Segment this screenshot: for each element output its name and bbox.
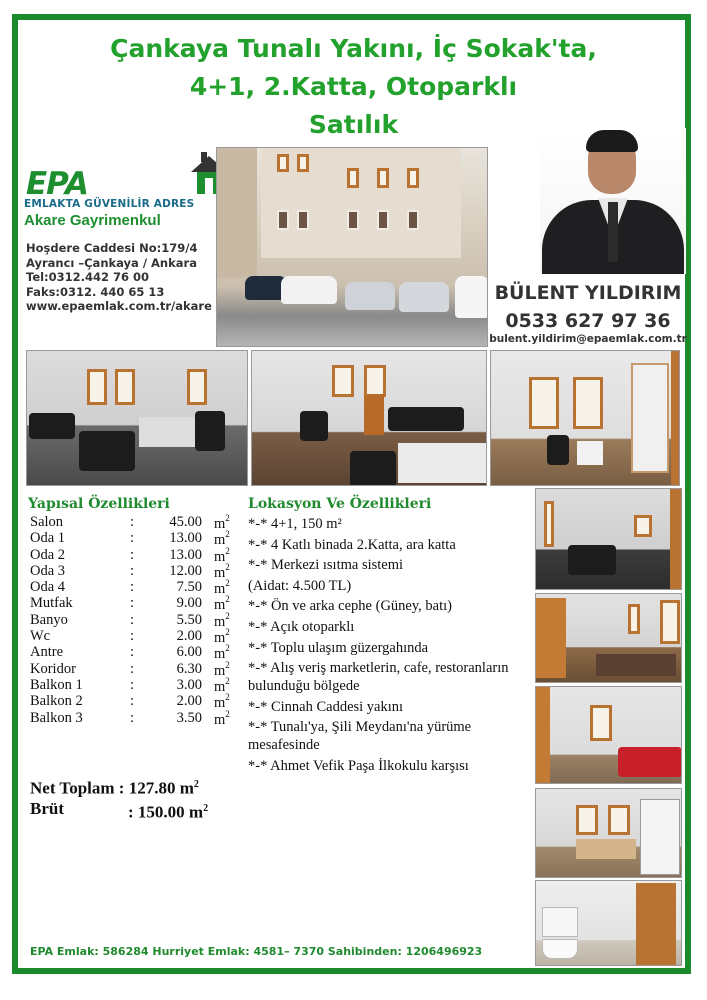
listing-title xyxy=(20,30,687,144)
location-feature: *-* Ahmet Vefik Paşa İlkokulu karşısı xyxy=(248,757,469,774)
address-line-1: Hoşdere Caddesi No:179/4 xyxy=(26,241,198,255)
location-feature: *-* Tunalı'ya, Şili Meydanı'na yürüme mesafesinde xyxy=(248,719,472,754)
location-feature: *-* Alış veriş marketlerin, cafe, restoranların bulunduğu bölgede xyxy=(248,660,509,695)
agent-phone[interactable]: 0533 627 97 36 xyxy=(505,310,671,332)
room-name: Balkon 2 xyxy=(30,693,83,710)
room-unit: $m^2$ xyxy=(214,610,230,630)
title-line-1: Çankaya Tunalı Yakını, İç Sokak'ta, xyxy=(110,34,597,63)
room-name: Banyo xyxy=(30,611,68,628)
room-unit: $m^2$ xyxy=(214,545,230,565)
room-name: Oda 4 xyxy=(30,579,66,596)
room-area: 9.00 xyxy=(176,595,202,612)
office-fax: Faks:0312. 440 65 13 xyxy=(26,284,165,299)
location-feature: *-* Cinnah Caddesi yakını xyxy=(248,698,404,715)
room-name: Wc xyxy=(30,628,51,645)
location-feature: *-* Ön ve arka cephe (Güney, batı) xyxy=(248,598,452,615)
title-line-3: Satılık xyxy=(308,110,399,139)
room-area: 7.50 xyxy=(176,579,202,596)
agent-email[interactable]: bulent.yildirim@epaemlak.com.tr xyxy=(489,333,687,345)
room-unit: $m^2$ xyxy=(214,529,230,549)
office-phone[interactable]: Tel:0312.442 76 00 xyxy=(26,270,150,284)
room-name: Salon xyxy=(30,514,64,530)
interior-photo-8 xyxy=(535,880,682,966)
interior-photo-6 xyxy=(535,686,682,784)
room-area: 5.50 xyxy=(176,611,202,628)
room-area: 2.00 xyxy=(176,693,202,710)
room-name: Oda 2 xyxy=(30,546,66,563)
room-unit: $m^2$ xyxy=(214,627,230,646)
office-contact xyxy=(26,241,212,314)
room-area: 6.00 xyxy=(176,644,202,661)
location-heading: Lokasyon Ve Özellikleri xyxy=(248,496,432,512)
room-area: 45.00 xyxy=(169,514,202,530)
room-area: 6.30 xyxy=(176,660,202,677)
net-total: Net Toplam : 127.80 $m^2$ xyxy=(30,778,199,798)
room-unit: $m^2$ xyxy=(214,578,230,598)
room-unit: $m^2$ xyxy=(214,561,230,581)
location-feature: *-* Açık otoparklı xyxy=(248,618,355,635)
interior-photo-2 xyxy=(251,350,487,486)
room-unit: $m^2$ xyxy=(214,708,230,728)
office-website[interactable]: www.epaemlak.com.tr/akare xyxy=(26,299,212,313)
room-area: 12.00 xyxy=(169,562,202,579)
room-area: 13.00 xyxy=(169,546,202,563)
building-photo xyxy=(216,147,488,347)
location-feature: *-* 4 Katlı binada 2.Katta, ara katta xyxy=(248,536,456,553)
company-logo xyxy=(24,148,214,229)
room-unit: $m^2$ xyxy=(214,594,230,614)
location-feature: (Aidat: 4.500 TL) xyxy=(248,577,352,594)
room-name: Oda 3 xyxy=(30,562,66,579)
location-feature: *-* 4+1, 150 m² xyxy=(248,516,342,532)
gross-total: Brüt : 150.00 $m^2$ xyxy=(30,798,209,822)
room-unit: $m^2$ xyxy=(214,675,230,695)
area-totals xyxy=(30,775,209,822)
interior-photo-4 xyxy=(535,488,682,590)
interior-photo-3 xyxy=(490,350,680,486)
location-feature: *-* Merkezi ısıtma sistemi xyxy=(248,557,404,574)
room-unit: $m^2$ xyxy=(214,643,230,663)
location-feature: *-* Toplu ulaşım güzergahında xyxy=(248,639,429,656)
title-line-2: 4+1, 2.Katta, Otoparklı xyxy=(189,72,518,101)
interior-photo-5 xyxy=(535,593,682,683)
logo-tagline: EMLAKTA GÜVENİLİR ADRES xyxy=(24,198,195,210)
room-name: Mutfak xyxy=(30,595,73,612)
room-area: 3.50 xyxy=(176,709,202,726)
room-unit: $m^2$ xyxy=(214,692,230,712)
room-name: Koridor xyxy=(30,660,76,677)
address-line-2: Ayrancı –Çankaya / Ankara xyxy=(26,255,197,270)
agent-name: BÜLENT YILDIRIM xyxy=(494,282,682,304)
room-unit: $m^2$ xyxy=(214,659,230,679)
interior-photo-7 xyxy=(535,788,682,878)
room-name: Antre xyxy=(30,644,64,661)
room-name: Oda 1 xyxy=(30,530,66,547)
room-area: 13.00 xyxy=(169,530,202,547)
office-name: Akare Gayrimenkul xyxy=(24,212,161,229)
room-name: Balkon 1 xyxy=(30,676,83,693)
room-unit: $m^2$ xyxy=(214,513,230,532)
logo-brand: EPA xyxy=(26,166,89,202)
listing-ids: EPA Emlak: 586284 Hurriyet Emlak: 4581– 7370 Sahibinden: 1206496923 xyxy=(30,945,483,958)
location-feature-list xyxy=(248,515,533,778)
interior-photo-1 xyxy=(26,350,248,486)
agent-photo xyxy=(540,128,686,274)
structural-heading: Yapısal Özellikleri xyxy=(28,496,170,512)
room-area: 2.00 xyxy=(176,628,202,645)
room-area: 3.00 xyxy=(176,676,202,693)
room-name: Balkon 3 xyxy=(30,709,83,726)
